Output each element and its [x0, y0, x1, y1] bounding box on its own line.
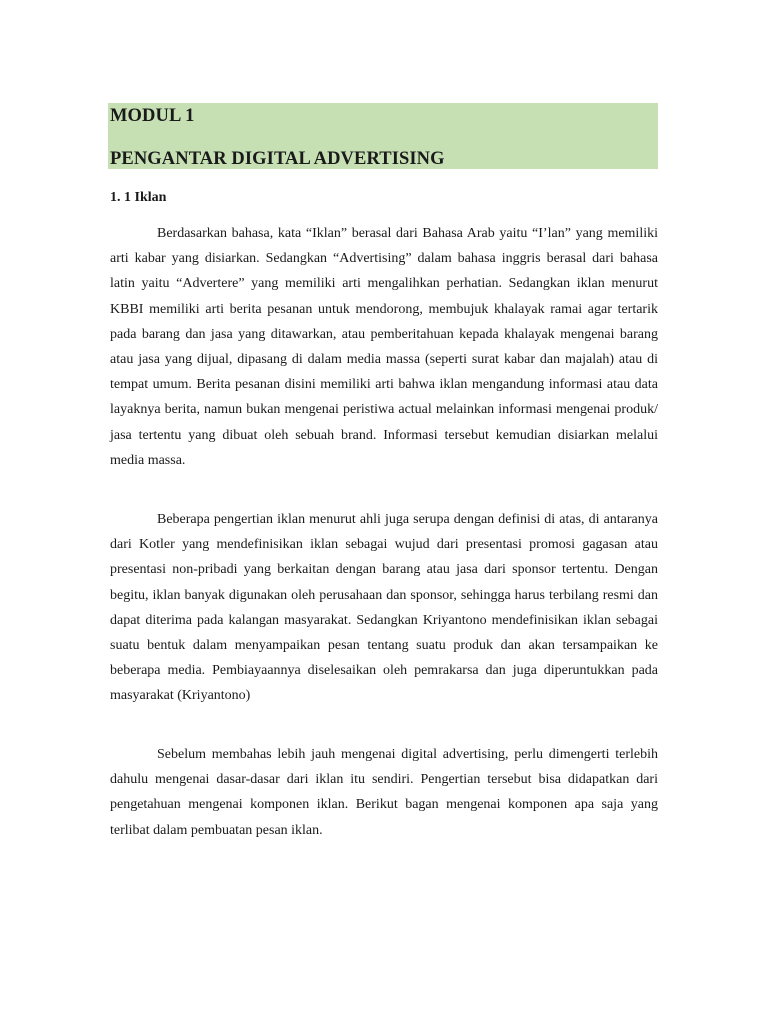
module-title: MODUL 1	[110, 106, 195, 126]
body-paragraph: Beberapa pengertian iklan menurut ahli juga serupa dengan definisi di atas, di antaranya dari Kotler yang mendefinisikan iklan sebagai wujud dari presentasi promosi gagasan atau presentasi non-pribadi yang berkaitan dengan barang atau jasa dari sponsor tertentu. Dengan begitu, iklan banyak digunakan oleh perusahaan dan sponsor, sehingga harus terbilang resmi dan dapat diterima pada kalangan masyarakat. Sedangkan Kriyantono mendefinisikan iklan sebagai suatu bentuk dalam menyampaikan pesan tentang suatu produk dan akan tersampaikan ke beberapa media. Pembiayaannya diselesaikan oleh pemrakarsa dan juga diperuntukkan pada masyarakat (Kriyantono)	[110, 512, 658, 704]
module-subtitle: PENGANTAR DIGITAL ADVERTISING	[110, 149, 445, 169]
body-paragraph: Sebelum membahas lebih jauh mengenai digital advertising, perlu dimengerti terlebih dahulu mengenai dasar-dasar dari iklan itu sendiri. Pengertian tersebut bisa didapatkan dari pengetahuan mengenai komponen iklan. Berikut bagan mengenai komponen apa saja yang terlibat dalam pembuatan pesan iklan.	[110, 747, 658, 838]
body-paragraph: Berdasarkan bahasa, kata “Iklan” berasal dari Bahasa Arab yaitu “I’lan” yang memiliki arti kabar yang disiarkan. Sedangkan “Advertising” dalam bahasa inggris berasal dari bahasa latin yaitu “Advertere” yang memiliki arti mengalihkan perhatian. Sedangkan iklan menurut KBBI memiliki arti berita pesanan untuk mendorong, membujuk khalayak ramai agar tertarik pada barang dan jasa yang ditawarkan, atau pemberitahuan kepada khalayak mengenai barang atau jasa yang dijual, dipasang di dalam media massa (seperti surat kabar dan majalah) atau di tempat umum. Berita pesanan disini memiliki arti bahwa iklan mengandung informasi atau data layaknya berita, namun bukan mengenai peristiwa actual melainkan informasi mengenai produk/ jasa tertentu yang dibuat oleh sebuah brand. Informasi tersebut kemudian disiarkan melalui media massa.	[110, 226, 658, 468]
section-heading: 1. 1 Iklan	[110, 190, 167, 205]
module-heading-block	[108, 103, 658, 169]
